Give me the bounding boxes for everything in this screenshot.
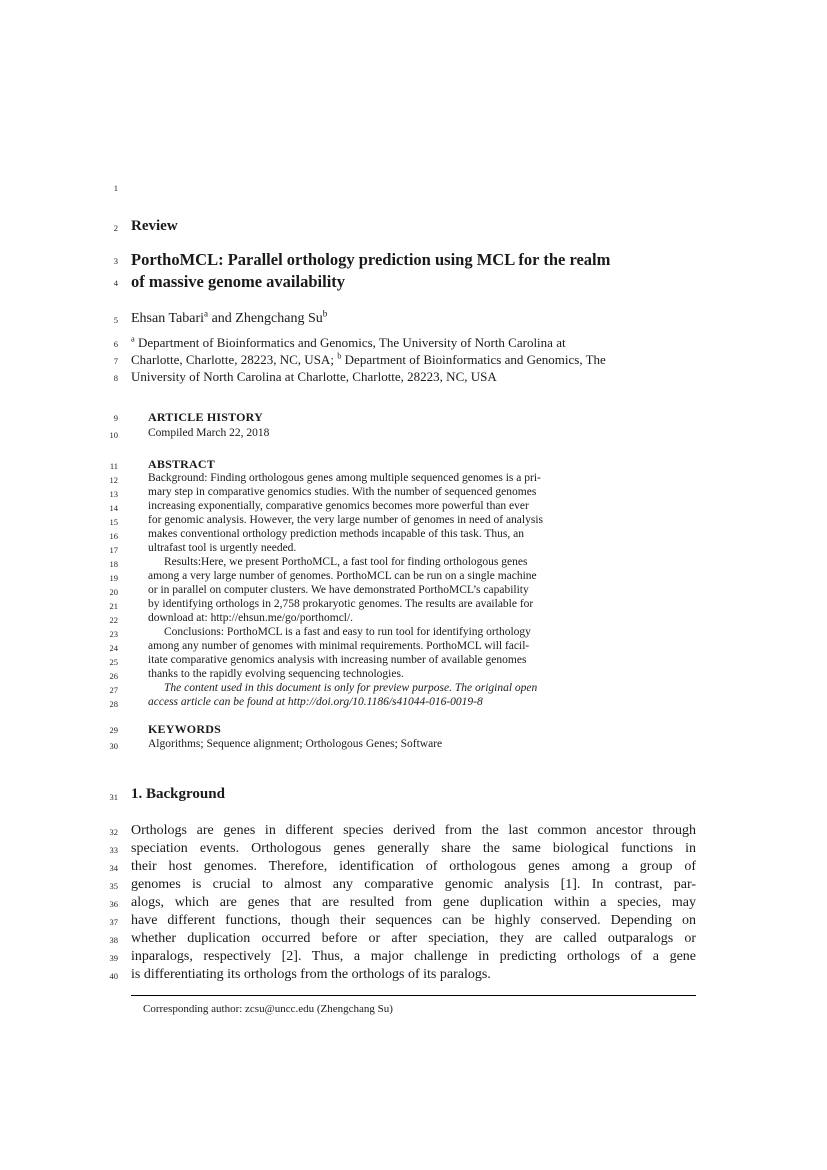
body-text-line: whether duplication occurred before or after speciation, they are called outparalogs or [131,931,696,946]
author-list [131,308,328,327]
line-number: 24 [109,643,118,653]
affiliation-marker: b [337,350,342,361]
abstract-line: Results:Here, we present PorthoMCL, a fast tool for finding orthologous genes [164,556,528,568]
line-number: 39 [109,953,118,963]
affiliation-line [131,352,606,368]
line-number: 5 [113,315,118,325]
line-number: 10 [109,430,118,440]
abstract-line: mary step in comparative genomics studies. With the number of sequenced genomes [148,486,537,498]
article-type-label: Review [131,218,178,234]
line-number: 9 [113,413,118,423]
line-number: 30 [109,741,118,751]
footnote-rule [131,995,696,996]
abstract-line: among a very large number of genomes. PorthoMCL can be run on a single machine [148,570,537,582]
line-number: 8 [113,373,118,383]
body-text-line: genomes is crucial to almost any comparative genomic analysis [1]. In contrast, par- [131,877,696,892]
line-number: 20 [109,587,118,597]
line-number: 22 [109,615,118,625]
body-text-line: have different functions, though their sequences can be highly conserved. Depending on [131,913,696,928]
line-number: 19 [109,573,118,583]
affiliation-line [131,335,566,351]
line-number: 7 [113,356,118,366]
abstract-line: download at: http://ehsun.me/go/porthomcl/. [148,612,354,624]
line-number: 34 [109,863,118,873]
line-number: 11 [109,461,118,471]
line-number: 37 [109,917,118,927]
preview-notice-line: access article can be found at http://doi.org/10.1186/s41044-016-0019-8 [148,696,483,708]
line-number: 26 [109,671,118,681]
affiliation-marker: a [204,308,209,319]
body-text-line: speciation events. Orthologous genes generally share the same biological functions in [131,841,696,856]
line-number: 13 [109,489,118,499]
body-text-line: is differentiating its orthologs from the orthologs of its paralogs. [131,967,491,982]
abstract-line: Conclusions: PorthoMCL is a fast and easy to run tool for identifying orthology [164,626,531,638]
line-number: 4 [113,278,118,288]
line-number: 15 [109,517,118,527]
author-separator: and [208,311,236,326]
author-name: Ehsan Tabari [131,311,205,326]
line-number: 32 [109,827,118,837]
body-text-line: alogs, which are genes that are resulted from gene duplication within a species, may [131,895,696,910]
line-number: 18 [109,559,118,569]
affiliation-text: Department of Bioinformatics and Genomics, The [341,352,606,367]
line-number: 29 [109,725,118,735]
article-history-heading: ARTICLE HISTORY [148,410,263,424]
abstract-line: thanks to the rapidly evolving sequencing technologies. [148,668,404,680]
corresponding-author-footnote: Corresponding author: zcsu@uncc.edu (Zhengchang Su) [143,1003,393,1015]
abstract-line: among any number of genomes with minimal requirements. PorthoMCL will facil- [148,640,530,652]
preview-notice-line: The content used in this document is only for preview purpose. The original open [164,682,538,694]
compiled-date: Compiled March 22, 2018 [148,427,270,439]
abstract-line: by identifying orthologs in 2,758 prokaryotic genomes. The results are available for [148,598,534,610]
line-number: 38 [109,935,118,945]
abstract-line: for genomic analysis. However, the very large number of genomes in need of analysis [148,514,543,526]
line-number: 21 [109,601,118,611]
abstract-heading: ABSTRACT [148,457,215,471]
affiliation-marker: a [131,333,135,344]
line-number: 2 [113,223,118,233]
keywords-list: Algorithms; Sequence alignment; Orthologous Genes; Software [148,738,443,750]
body-text-line: their host genomes. Therefore, identification of orthologous genes among a group of [131,859,696,874]
keywords-heading: KEYWORDS [148,722,221,736]
line-number: 3 [113,256,118,266]
body-text-line: Orthologs are genes in different species derived from the last common ancestor through [131,823,696,838]
affiliation-text: Charlotte, Charlotte, 28223, NC, USA; [131,352,338,367]
line-number: 25 [109,657,118,667]
affiliation-line: University of North Carolina at Charlotte, Charlotte, 28223, NC, USA [131,369,497,384]
abstract-line: ultrafast tool is urgently needed. [148,542,297,554]
abstract-line: Background: Finding orthologous genes among multiple sequenced genomes is a pri- [148,472,541,484]
line-number: 23 [109,629,118,639]
paper-title-line-2: of massive genome availability [131,272,346,291]
affiliation-text: Department of Bioinformatics and Genomics, The University of North Carolina at [134,335,566,350]
line-number: 1 [113,183,118,193]
abstract-line: itate comparative genomics analysis with increasing number of available genomes [148,654,527,666]
line-number: 40 [109,971,118,981]
line-number: 31 [109,792,118,802]
body-text-line: inparalogs, respectively [2]. Thus, a major challenge in predicting orthologs of a gene [131,949,696,964]
line-number: 27 [109,685,118,695]
abstract-line: makes conventional orthology prediction methods incapable of this task. Thus, an [148,528,525,540]
line-number: 17 [109,545,118,555]
line-number: 12 [109,475,118,485]
line-number: 35 [109,881,118,891]
abstract-line: increasing exponentially, comparative genomics becomes more powerful than ever [148,500,529,512]
line-number: 36 [109,899,118,909]
line-number: 33 [109,845,118,855]
line-number: 6 [113,339,118,349]
author-name: Zhengchang Su [235,311,323,326]
section-heading: 1. Background [131,786,225,802]
abstract-line: or in parallel on computer clusters. We have demonstrated PorthoMCL’s capability [148,584,529,596]
line-number: 28 [109,699,118,709]
paper-title-line-1: PorthoMCL: Parallel orthology prediction using MCL for the realm [131,250,611,269]
line-number: 14 [109,503,118,513]
line-number: 16 [109,531,118,541]
affiliation-marker: b [322,308,328,319]
